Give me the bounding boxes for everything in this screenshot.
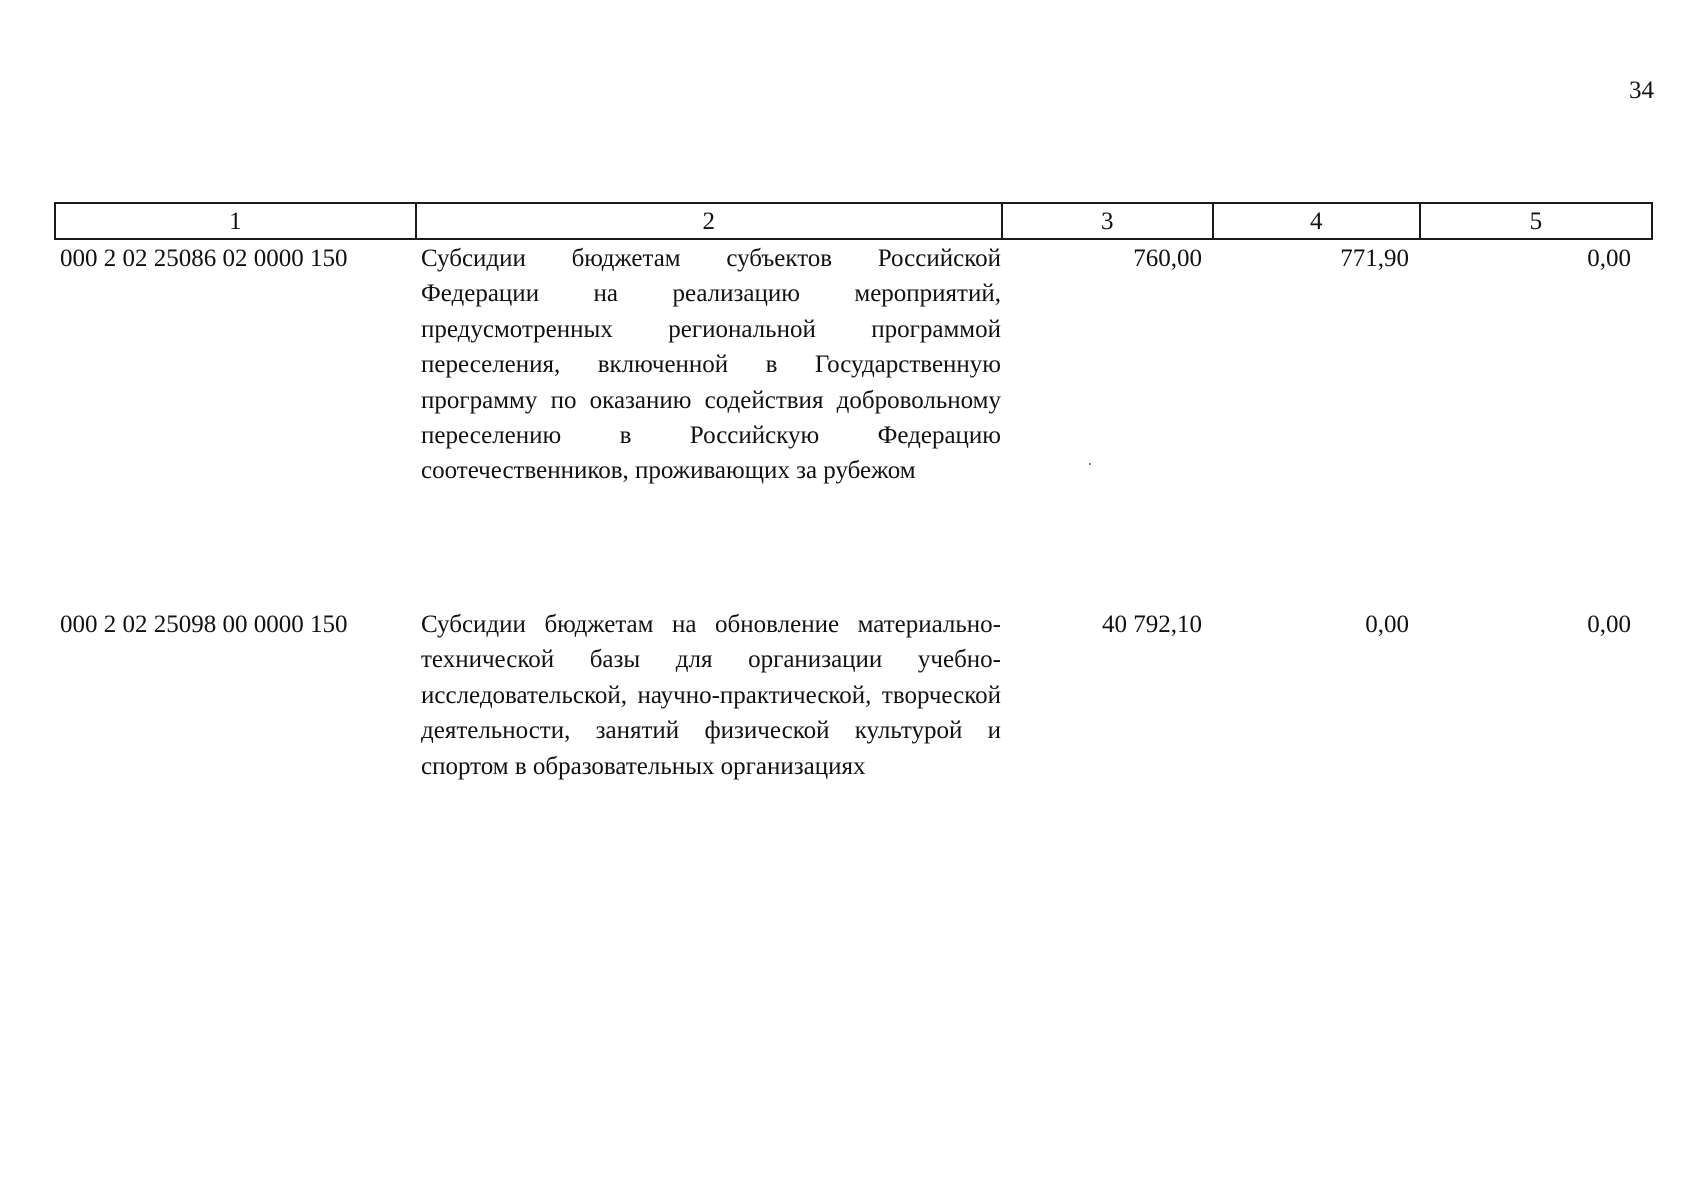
- value-col-5: 0,00: [1587, 245, 1631, 272]
- value-col-4: 0,00: [1365, 611, 1409, 638]
- page-number: 34: [1629, 77, 1654, 104]
- value-col-3: 40 792,10: [1102, 611, 1202, 638]
- budget-code: 000 2 02 25086 02 0000 150: [60, 245, 348, 272]
- header-row: [55, 203, 1652, 239]
- header-col-5: 5: [1420, 203, 1652, 239]
- value-col-3: 760,00: [1133, 245, 1202, 272]
- header-col-1: 1: [55, 203, 416, 239]
- scan-speck: [1089, 463, 1091, 465]
- table-row: [54, 241, 1653, 521]
- description: Субсидии бюджетам на обновление материально-технической базы для организации учебно-исследовательской, научно-практической, творческой деятельности, занятий физической культурой и спортом в образовательных организациях: [421, 611, 1001, 780]
- value-col-4: 771,90: [1340, 245, 1409, 272]
- header-col-4: 4: [1213, 203, 1420, 239]
- table-row: [54, 607, 1653, 827]
- table-header: [54, 202, 1653, 240]
- value-col-5: 0,00: [1587, 611, 1631, 638]
- description: Субсидии бюджетам субъектов Российской Федерации на реализацию мероприятий, предусмотренных региональной программой переселения, включенной в Государственную программу по оказанию содействия добровольному переселению в Российскую Федерацию соотечественников, проживающих за рубежом: [421, 245, 1001, 485]
- header-col-3: 3: [1002, 203, 1213, 239]
- budget-code: 000 2 02 25098 00 0000 150: [60, 611, 348, 638]
- header-col-2: 2: [416, 203, 1002, 239]
